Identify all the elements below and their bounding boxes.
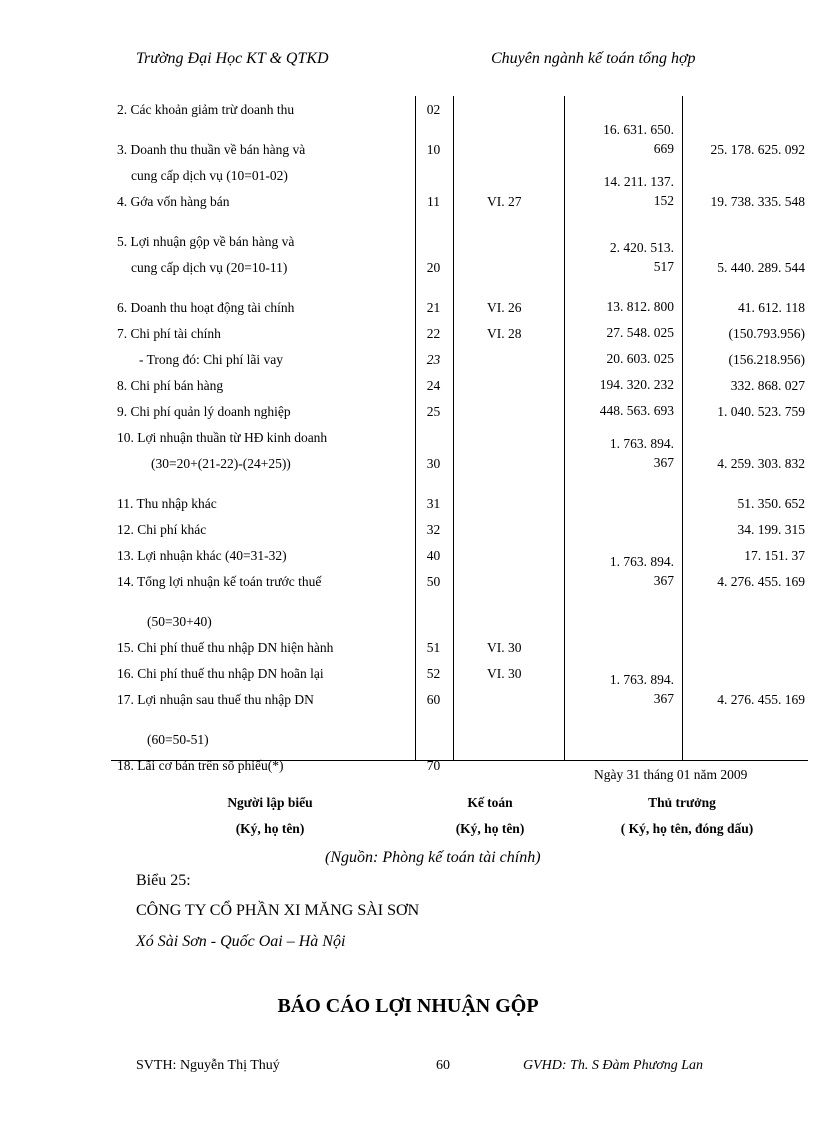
table-row: [111, 490, 808, 516]
table-row: [111, 542, 808, 568]
current-year-value-line2: 367: [653, 573, 674, 588]
current-year-value-line1: 1. 763. 894.: [609, 436, 674, 451]
indicator-code: 32: [426, 522, 441, 537]
indicator-name: 2. Các khoản giảm trừ doanh thu: [117, 102, 295, 117]
previous-year-value: 25. 178. 625. 092: [710, 142, 805, 157]
indicator-code: 31: [426, 496, 441, 511]
explanation-note: VI. 30: [487, 640, 522, 655]
preparer-title: Người lập biểu: [227, 795, 313, 810]
current-year-value: [565, 375, 674, 394]
footer-student: SVTH: Nguyễn Thị Thuý: [136, 1058, 280, 1073]
indicator-name: 7. Chi phí tài chính: [117, 326, 221, 341]
indicator-name: - Trong đó: Chi phí lãi vay: [139, 352, 284, 367]
current-year-value: [565, 349, 674, 368]
previous-year-value: 4. 259. 303. 832: [717, 456, 805, 471]
previous-year-value: (150.793.956): [728, 326, 805, 341]
current-year-value: [565, 670, 674, 708]
current-year-value-line2: 669: [653, 141, 674, 156]
previous-year-value: (156.218.956): [728, 352, 805, 367]
table-row: [111, 608, 808, 634]
previous-year-value: 51. 350. 652: [737, 496, 805, 511]
current-year-value-line1: 20. 603. 025: [606, 351, 674, 366]
director-title: Thủ trưởng: [648, 795, 716, 810]
indicator-code: 40: [426, 548, 441, 563]
previous-year-value: 17. 151. 37: [744, 548, 805, 563]
source-note: (Nguồn: Phòng kế toán tài chính): [325, 849, 541, 866]
current-year-value: [565, 238, 674, 276]
indicator-name: 8. Chi phí bán hàng: [117, 378, 224, 393]
current-year-value: [565, 323, 674, 342]
previous-year-value: 332. 868. 027: [730, 378, 805, 393]
table-row: [111, 660, 808, 686]
current-year-value-line1: 14. 211. 137.: [603, 174, 674, 189]
current-year-value-line2: 517: [653, 259, 674, 274]
current-year-value-line1: 27. 548. 025: [606, 325, 674, 340]
current-year-value-line1: 448. 563. 693: [599, 403, 674, 418]
current-year-value-line1: 16. 631. 650.: [603, 122, 674, 137]
header-major: Chuyên ngành kế toán tổng hợp: [491, 50, 696, 67]
indicator-name: 4. Gớa vốn hàng bán: [117, 194, 230, 209]
table-row: [111, 320, 808, 346]
indicator-name: cung cấp dịch vụ (10=01-02): [131, 168, 288, 183]
indicator-name: 6. Doanh thu hoạt động tài chính: [117, 300, 295, 315]
indicator-code: 70: [426, 758, 441, 773]
indicator-name: 3. Doanh thu thuần về bán hàng và: [117, 142, 306, 157]
exhibit-label: Biểu 25:: [136, 872, 191, 889]
current-year-value: [565, 552, 674, 590]
report-title: BÁO CÁO LỢI NHUẬN GỘP: [277, 995, 539, 1017]
current-year-value-line1: 1. 763. 894.: [609, 554, 674, 569]
indicator-name: (30=20+(21-22)-(24+25)): [151, 456, 291, 471]
indicator-code: 11: [427, 194, 440, 209]
indicator-name: (60=50-51): [147, 732, 209, 747]
table-row: [111, 516, 808, 542]
current-year-value: [565, 401, 674, 420]
indicator-name: 11. Thu nhập khác: [117, 496, 217, 511]
table-row: [111, 122, 808, 162]
header-school: Trường Đại Học KT & QTKD: [136, 50, 329, 67]
accountant-sign-note: (Ký, họ tên): [455, 821, 525, 836]
current-year-value-line2: 367: [653, 691, 674, 706]
indicator-code: 50: [426, 574, 441, 589]
current-year-value: [565, 434, 674, 472]
indicator-name: 5. Lợi nhuận gộp về bán hàng và: [117, 234, 295, 249]
current-year-value-line2: 152: [653, 193, 674, 208]
indicator-name: 17. Lợi nhuận sau thuế thu nhập DN: [117, 692, 314, 707]
current-year-value: [565, 297, 674, 316]
indicator-code: 30: [426, 456, 441, 471]
current-year-value-line1: 1. 763. 894.: [609, 672, 674, 687]
previous-year-value: 5. 440. 289. 544: [717, 260, 805, 275]
indicator-code: 52: [426, 666, 441, 681]
indicator-code: 23: [426, 352, 441, 367]
table-row: [111, 162, 808, 188]
table-row: [111, 726, 808, 752]
table-row: [111, 346, 808, 372]
previous-year-value: 4. 276. 455. 169: [717, 574, 805, 589]
indicator-code: 10: [426, 142, 441, 157]
table-row: [111, 398, 808, 424]
table-row: [111, 228, 808, 254]
director-sign-note: ( Ký, họ tên, đóng dấu): [620, 821, 754, 836]
explanation-note: VI. 30: [487, 666, 522, 681]
previous-year-value: 41. 612. 118: [738, 300, 805, 315]
table-row: [111, 294, 808, 320]
indicator-name: 15. Chi phí thuế thu nhập DN hiện hành: [117, 640, 334, 655]
explanation-note: VI. 28: [487, 326, 522, 341]
indicator-name: 18. Lãi cơ bản trên sổ phiếu(*): [117, 758, 284, 773]
indicator-name: (50=30+40): [147, 614, 212, 629]
previous-year-value: 19. 738. 335. 548: [710, 194, 805, 209]
indicator-code: 22: [426, 326, 441, 341]
preparer-sign-note: (Ký, họ tên): [235, 821, 305, 836]
current-year-value-line2: 367: [653, 455, 674, 470]
income-statement-table: [111, 96, 808, 773]
explanation-note: VI. 26: [487, 300, 522, 315]
explanation-note: VI. 27: [487, 194, 522, 209]
current-year-value: [565, 172, 674, 210]
footer-page-number: 60: [436, 1058, 450, 1073]
current-year-value-line1: 2. 420. 513.: [609, 240, 674, 255]
current-year-value-line1: 13. 812. 800: [606, 299, 674, 314]
indicator-code: 60: [426, 692, 441, 707]
indicator-code: 02: [426, 102, 441, 117]
table-row: [111, 634, 808, 660]
table-row: [111, 372, 808, 398]
indicator-code: 51: [426, 640, 441, 655]
current-year-value: [565, 120, 674, 158]
indicator-name: 12. Chi phí khác: [117, 522, 207, 537]
previous-year-value: 1. 040. 523. 759: [717, 404, 805, 419]
accountant-title: Kế toán: [467, 795, 513, 810]
indicator-name: 13. Lợi nhuận khác (40=31-32): [117, 548, 287, 563]
current-year-value-line1: 194. 320. 232: [599, 377, 674, 392]
indicator-code: 25: [426, 404, 441, 419]
report-date: Ngày 31 tháng 01 năm 2009: [594, 767, 748, 782]
indicator-name: 9. Chi phí quản lý doanh nghiệp: [117, 404, 291, 419]
previous-year-value: 4. 276. 455. 169: [717, 692, 805, 707]
indicator-code: 24: [426, 378, 441, 393]
company-name: CÔNG TY CỔ PHẦN XI MĂNG SÀI SƠN: [136, 902, 420, 919]
indicator-name: 14. Tổng lợi nhuận kế toán trước thuế: [117, 574, 322, 589]
table-row: [111, 424, 808, 450]
indicator-code: 20: [426, 260, 441, 275]
footer-advisor: GVHD: Th. S Đàm Phương Lan: [523, 1058, 703, 1073]
indicator-name: 10. Lợi nhuận thuần từ HĐ kinh doanh: [117, 430, 328, 445]
indicator-name: 16. Chi phí thuế thu nhập DN hoãn lại: [117, 666, 324, 681]
indicator-name: cung cấp dịch vụ (20=10-11): [131, 260, 288, 275]
company-address: Xó Sài Sơn - Quốc Oai – Hà Nội: [136, 933, 346, 950]
indicator-code: 21: [426, 300, 441, 315]
table-row: [111, 96, 808, 122]
previous-year-value: 34. 199. 315: [737, 522, 805, 537]
